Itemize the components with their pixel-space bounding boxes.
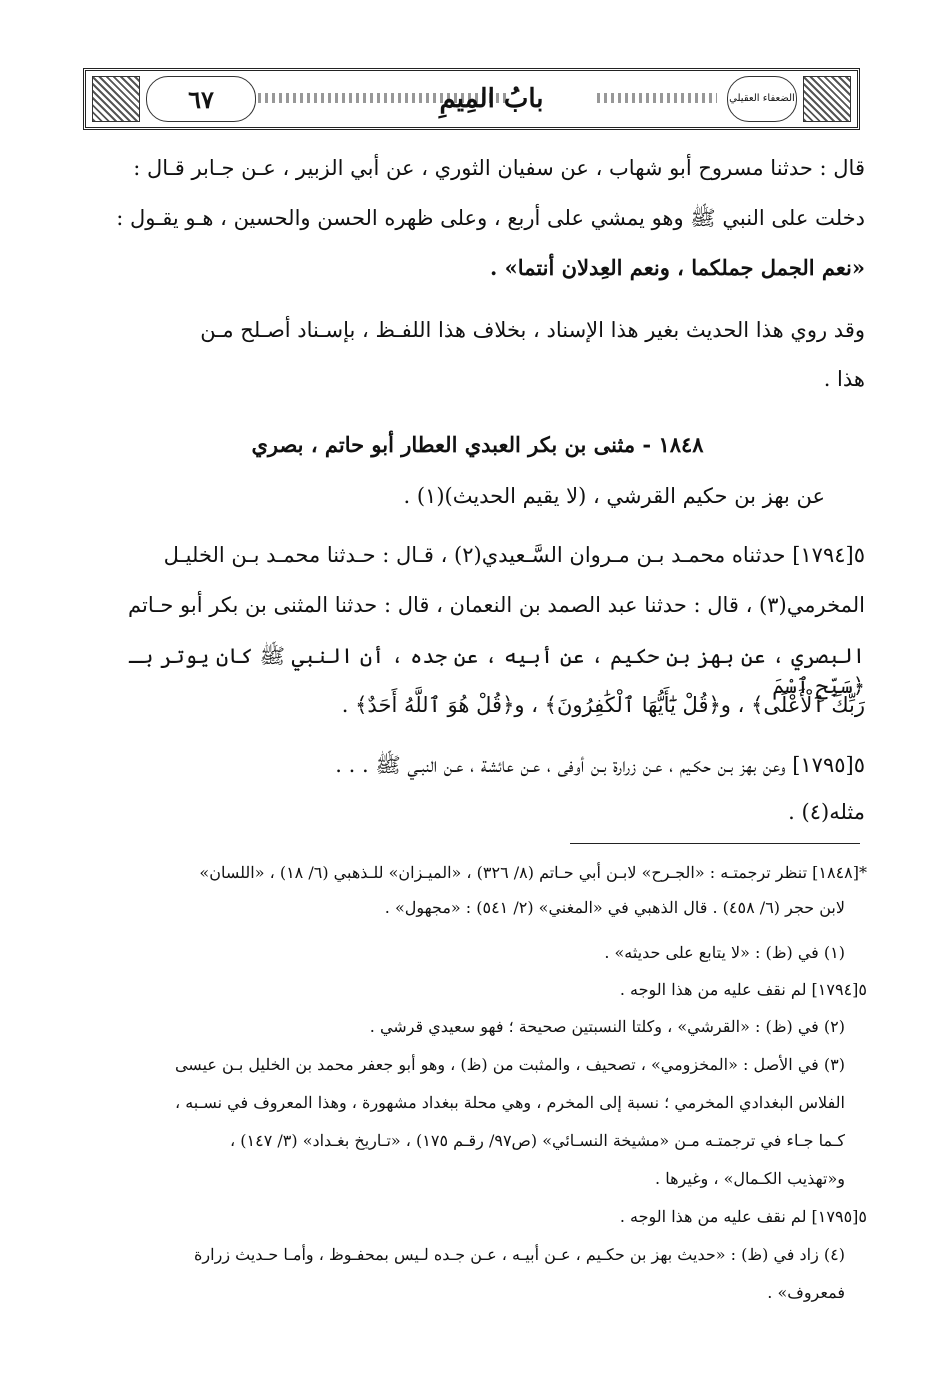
text-line: هذا . bbox=[823, 367, 865, 391]
page-header bbox=[83, 68, 860, 130]
text-line: عن بهز بن حكيم القرشي ، (لا يقيم الحديث)(١) . bbox=[403, 484, 825, 508]
text-line: البصري ، عن بهز بن حكيم ، عن أبيه ، عن جده ، أن النبي ﷺ كان يوتر بـ ﴿سَبِّحِ ٱسْمَ bbox=[128, 644, 865, 698]
footnote: *[١٨٤٨] تنظر ترجمتـه : «الجـرح» لابـن أبي حـاتم (٨/ ٣٢٦) ، «الميـزان» للـذهبي (٦/ ١٨) ، «اللسان» bbox=[199, 863, 867, 882]
text-line: مثله(٤) . bbox=[788, 800, 865, 824]
book-logo: الضعفاء العقيلي bbox=[727, 76, 797, 122]
footnote: كـما جـاء في ترجمتـه مـن «مشيخة النسـائي» (ص٩٧/ رقـم ١٧٥) ، «تـاريخ بغـداد» (٣/ ١٤٧) ، bbox=[230, 1131, 845, 1150]
right-ornament-icon bbox=[803, 76, 851, 122]
text-line: المخرمي(٣) ، قال : حدثنا عبد الصمد بن النعمان ، قال : حدثنا المثنى بن بكر أبو حـاتم bbox=[128, 593, 865, 617]
footnote: (٣) في الأصل : «المخزومي» ، تصحيف ، والمثبت من (ظ) ، وهو أبو جعفر محمد بن الخليل بـن عيسى bbox=[174, 1055, 845, 1074]
decorative-band bbox=[597, 93, 717, 103]
text-line: «نعم الجمل جملكما ، ونعم العِدلان أنتما» . bbox=[490, 255, 865, 280]
text-line: وقد روي هذا الحديث بغير هذا الإسناد ، بخلاف هذا اللفـظ ، بإسـناد أصـلح مـن bbox=[200, 318, 865, 342]
footnote-divider bbox=[570, 843, 860, 844]
page-number: ٦٧ bbox=[188, 84, 214, 114]
text-line: قال : حدثنا مسروح أبو شهاب ، عن سفيان الثوري ، عن أبي الزبير ، عـن جـابر قـال : bbox=[133, 156, 865, 180]
footnote: فمعروف» . bbox=[767, 1283, 845, 1302]
footnote: ٥[١٧٩٤] لم نقف عليه من هذا الوجه . bbox=[619, 980, 867, 999]
quran-verses: رَبِّكَ ٱلْأَعْلَى﴾ ، و﴿قُلْ يَٰٓأَيُّهَا ٱلْكَٰفِرُونَ﴾ ، و﴿قُلْ هُوَ ٱللَّهُ أَحَدٌ﴾ . bbox=[341, 693, 865, 717]
footnote: (٢) في (ظ) : «القرشي» ، وكلتا النسبتين صحيحة ؛ فهو سعيدي قرشي . bbox=[369, 1017, 845, 1036]
hadith-1795: ٥[١٧٩٥] وعن بهز بـن حكـيم ، عـن زرارة بـن أوفى ، عـن عائشة ، عـن النبـي ﷺ . . . bbox=[335, 753, 865, 777]
hadith-1794: ٥[١٧٩٤] حدثناه محمـد بـن مـروان السَّـعيدي(٢) ، قـال : حـدثنا محمـد بـن الخليـل bbox=[163, 543, 865, 567]
text-line: دخلت على النبي ﷺ وهو يمشي على أربع ، وعلى ظهره الحسن والحسين ، هـو يقـول : bbox=[116, 206, 865, 230]
footnote: (٤) زاد في (ظ) : «حديث بهز بن حكـيم ، عـن أبيـه ، عـن جـده لـيس بمحفـوظ ، وأمـا حـديث زرارة bbox=[194, 1245, 845, 1264]
footnote: و«تهذيب الكـمال» ، وغيرها . bbox=[655, 1169, 845, 1188]
entry-heading: ١٨٤٨ - مثنى بن بكر العبدي العطار أبو حاتم ، بصري bbox=[251, 432, 704, 457]
page-number-cartouche bbox=[146, 76, 256, 122]
footnote: ٥[١٧٩٥] لم نقف عليه من هذا الوجه . bbox=[619, 1207, 867, 1226]
chapter-title: بابُ المِيمِ bbox=[439, 84, 544, 114]
footnote: لابن حجر (٦/ ٤٥٨) . قال الذهبي في «المغني» (٢/ ٥٤١) : «مجهول» . bbox=[384, 898, 845, 917]
left-ornament-icon bbox=[92, 76, 140, 122]
footnote: (١) في (ظ) : «لا يتابع على حديثه» . bbox=[604, 943, 845, 962]
footnote: الفلاس البغدادي المخرمي ؛ نسبة إلى المخرم ، وهي محلة ببغداد مشهورة ، وهذا المعروف في نسـبه ، bbox=[174, 1093, 845, 1112]
